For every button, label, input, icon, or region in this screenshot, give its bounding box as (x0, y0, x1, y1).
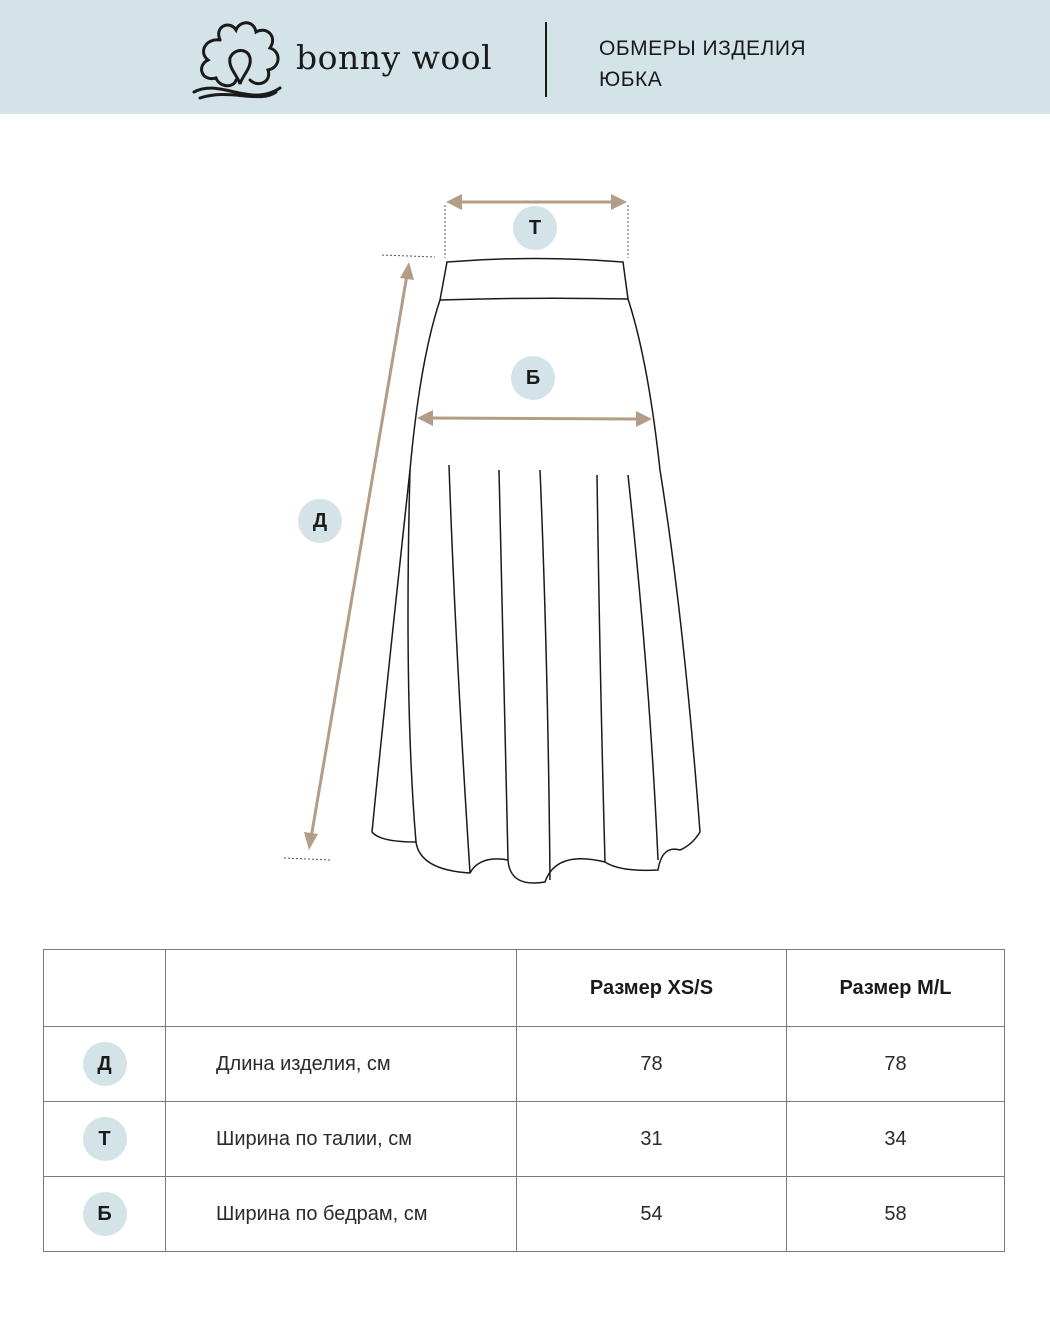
table-row (44, 1177, 1005, 1252)
row-value-xs-s: 31 (517, 1102, 787, 1177)
hip-arrow-head-right (636, 411, 652, 427)
cotton-flower-icon (190, 18, 290, 100)
header-band (0, 0, 1050, 114)
table-row (44, 1102, 1005, 1177)
table-row (44, 1027, 1005, 1102)
header-cell-m-l: Размер M/L (787, 950, 1005, 1027)
row-value-m-l: 58 (787, 1177, 1005, 1252)
skirt-diagram (0, 150, 1050, 910)
title-line-1: ОБМЕРЫ ИЗДЕЛИЯ (599, 37, 807, 60)
header-divider (545, 22, 547, 97)
row-value-m-l: 34 (787, 1102, 1005, 1177)
skirt-outline (372, 259, 700, 884)
measurements-table (43, 949, 1005, 1252)
row-code-cell (44, 1102, 166, 1177)
pleat-line (540, 470, 550, 880)
length-guide-bottom (284, 858, 332, 860)
row-code-cell (44, 1027, 166, 1102)
table-header-row (44, 950, 1005, 1027)
hip-label-badge: Б (511, 356, 555, 400)
header-cell-name (166, 950, 517, 1027)
row-code-badge: Д (83, 1042, 127, 1086)
row-code-badge: Б (83, 1192, 127, 1236)
row-name-cell: Длина изделия, см (166, 1027, 517, 1102)
length-arrow-line (311, 275, 407, 838)
row-name-cell: Ширина по бедрам, см (166, 1177, 517, 1252)
length-arrow-head-bottom (304, 832, 318, 850)
pleat-line (408, 470, 416, 842)
brand-name: bonny wool (296, 38, 493, 77)
title-line-2: ЮБКА (599, 68, 663, 91)
hip-arrow-head-left (417, 410, 433, 426)
length-label-badge: Д (298, 499, 342, 543)
row-name-cell: Ширина по талии, см (166, 1102, 517, 1177)
pleat-line (597, 475, 605, 862)
length-arrow-head-top (400, 262, 414, 280)
header-cell-code (44, 950, 166, 1027)
skirt-waistband (440, 259, 628, 301)
pleat-line (449, 465, 470, 873)
skirt-drawing (0, 150, 1050, 910)
pleat-line (499, 470, 508, 860)
row-value-xs-s: 78 (517, 1027, 787, 1102)
page-title (599, 33, 806, 95)
length-guide-top (382, 255, 435, 257)
row-value-m-l: 78 (787, 1027, 1005, 1102)
waist-label-badge: Т (513, 206, 557, 250)
waist-arrow-head-left (446, 194, 462, 210)
hip-arrow-line (428, 418, 640, 419)
header-cell-xs-s: Размер XS/S (517, 950, 787, 1027)
brand-logo (190, 18, 510, 100)
pleat-line (628, 475, 658, 860)
waist-arrow-head-right (611, 194, 627, 210)
row-code-badge: Т (83, 1117, 127, 1161)
row-code-cell (44, 1177, 166, 1252)
row-value-xs-s: 54 (517, 1177, 787, 1252)
